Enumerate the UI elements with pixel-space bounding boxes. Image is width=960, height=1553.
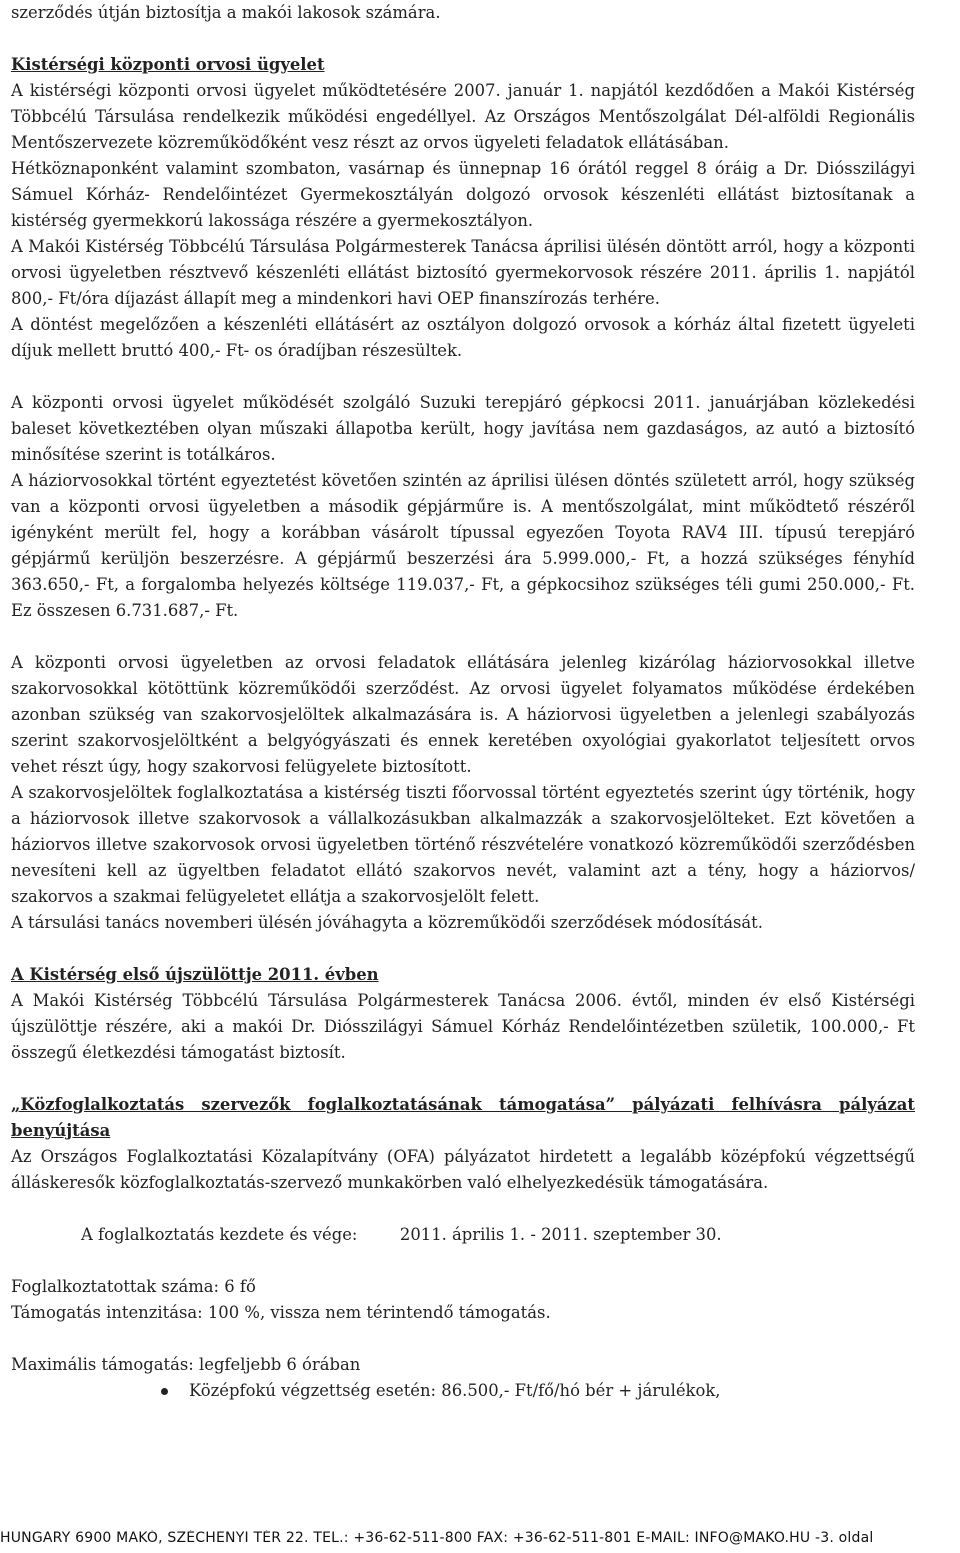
paragraph: A központi orvosi ügyeletben az orvosi feladatok ellátására jelenleg kizárólag háziorvosokkal illetve szakorvosokkal kötöttünk közreműködői szerződést. Az orvosi ügyelet folyamatos működése érdekében azonban szükség van szakorvosjelöltek alkalmazására is. A háziorvosi ügyeletben a jelenlegi szabályozás szerint szakorvosjelöltként a belgyógyászati és ennek keretében oxyológiai gyakorlatot teljesített orvos vehet részt úgy, hogy szakorvosi felügyelete biztosított. [11,653,915,776]
bullet-icon [161,1388,168,1395]
paragraph: A központi orvosi ügyelet működését szolgáló Suzuki terepjáró gépkocsi 2011. januárjában közlekedési baleset következtében olyan műszaki állapotba került, hogy javítása nem gazdaságos, az autó a biztosító minősítése szerint is totálkáros. [11,393,915,464]
paragraph: A szakorvosjelöltek foglalkoztatása a kistérség tiszti főorvossal történt egyeztetés szerint úgy történik, hogy a háziorvosok illetve szakorvosok a vállalkozásukban alkalmazzák a szakorvosjelölteket. Ezt követően a háziorvos illetve szakorvosok orvosi ügyeletben történő részvételére vonatkozó közreműködői szerződésben nevesíteni kell az ügyeltben feladatot ellátó szakorvos nevét, valamint azt a tény, hogy a háziorvos/ szakorvos a szakmai felügyeletet ellátja a szakorvosjelölt felett. [11,783,915,906]
support-intensity: Támogatás intenzitása: 100 %, vissza nem térintendő támogatás. [11,1303,551,1322]
top-line: szerződés útján biztosítja a makói lakosok számára. [11,3,441,22]
paragraph: Hétköznaponként valamint szombaton, vasárnap és ünnepnap 16 órától reggel 8 óráig a Dr. Diósszilágyi Sámuel Kórház- Rendelőintézet Gyermekosztályán dolgozó orvosok készenléti ellátást biztosítanak a kistérség gyermekkorú lakossága részére a gyermekosztályon. [11,159,915,230]
page-footer: HUNGARY 6900 MAKÓ, SZÉCHENYI TÉR 22. TEL.: +36-62-511-800 FAX: +36-62-511-801 E-MAIL: INFO@MAKO.HU -3. oldal [0,1530,874,1546]
paragraph: A kistérségi központi orvosi ügyelet működtetésére 2007. január 1. napjától kezdődően a Makói Kistérség Többcélú Társulása rendelkezik működési engedéllyel. Az Országos Mentőszolgálat Dél-alföldi Regionális Mentőszervezete közreműködőként vesz részt az orvos ügyeleti feladatok ellátásában. [11,81,915,152]
section-heading-ujszulott: A Kistérség első újszülöttje 2011. évben [11,965,379,984]
paragraph: A Makói Kistérség Többcélú Társulása Polgármesterek Tanácsa 2006. évtől, minden év első Kistérségi újszülöttje részére, aki a makói Dr. Diósszilágyi Sámuel Kórház Rendelőintézetben születik, 100.000,- Ft összegű életkezdési támogatást biztosít. [11,991,915,1062]
document-body [11,0,915,1404]
paragraph: Az Országos Foglalkoztatási Közalapítvány (OFA) pályázatot hirdetett a legalább középfokú végzettségű álláskeresők közfoglalkoztatás-szervező munkakörben való elhelyezkedésük támogatására. [11,1147,915,1192]
paragraph: A döntést megelőzően a készenléti ellátásért az osztályon dolgozó orvosok a kórház által fizetett ügyeleti díjuk mellett bruttó 400,- Ft- os óradíjban részesültek. [11,315,915,360]
paragraph: A Makói Kistérség Többcélú Társulása Polgármesterek Tanácsa áprilisi ülésén döntött arról, hogy a központi orvosi ügyeletben résztvevő készenléti ellátást biztosító gyermekorvosok részére 2011. április 1. napjától 800,- Ft/óra díjazást állapít meg a mindenkori havi OEP finanszírozás terhére. [11,237,915,308]
list-item-text: Középfokú végzettség esetén: 86.500,- Ft/fő/hó bér + járulékok, [189,1381,721,1400]
paragraph: A háziorvosokkal történt egyeztetést követően szintén az áprilisi ülésen döntés született arról, hogy szükség van a központi orvosi ügyeletben a második gépjárműre is. A mentőszolgálat, mint működtető részéről igényként merült fel, hogy a korábban vásárolt típussal egyezően Toyota RAV4 III. típusú terepjáró gépjármű kerüljön beszerzésre. A gépjármű beszerzési ára 5.999.000,- Ft, a hozzá szükséges fényhíd 363.650,- Ft, a forgalomba helyezés költsége 119.037,- Ft, a gépkocsihoz szükséges téli gumi 250.000,- Ft. Ez összesen 6.731.687,- Ft. [11,471,915,620]
bullet-list [11,1378,915,1404]
max-support: Maximális támogatás: legfeljebb 6 órában [11,1355,361,1374]
section-heading-orvosi-ugyelet: Kistérségi központi orvosi ügyelet [11,55,325,74]
employees-count: Foglalkoztatottak száma: 6 fő [11,1277,256,1296]
employment-period-value: 2011. április 1. - 2011. szeptember 30. [399,1225,722,1244]
section-heading-kozfoglalkoztatas: „Közfoglalkoztatás szervezők foglalkoztatásának támogatása” pályázati felhívásra pályázat benyújtása [11,1095,915,1140]
paragraph: A társulási tanács novemberi ülésén jóváhagyta a közreműködői szerződések módosítását. [11,913,763,932]
employment-period-label: A foglalkoztatás kezdete és vége: [81,1225,358,1244]
employment-period-row [11,1222,915,1248]
list-item [161,1378,915,1404]
